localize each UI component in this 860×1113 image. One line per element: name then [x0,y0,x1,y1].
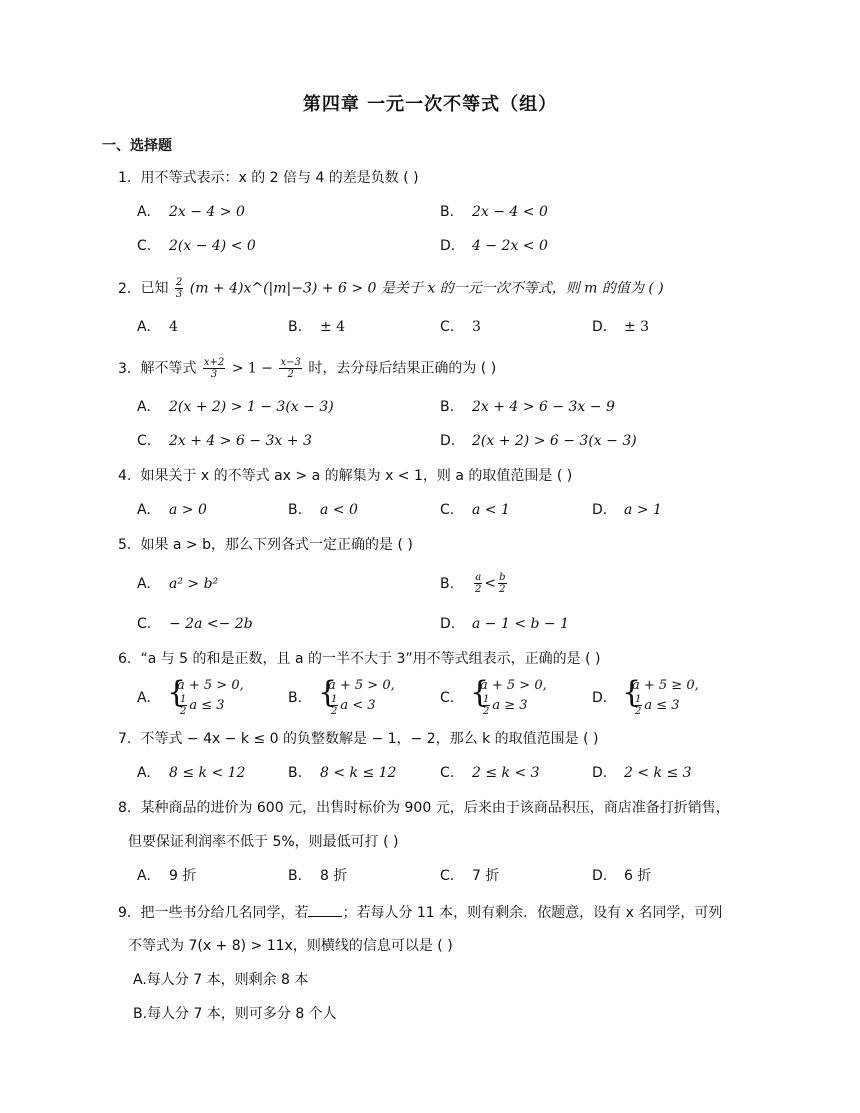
option-d[interactable]: D. 2(x + 2) > 6 − 3(x − 3) [440,433,637,449]
option-b[interactable]: B.每人分 7 本，则可多分 8 个人 [133,1006,337,1022]
option-b[interactable]: B. 8 < k ≤ 12 [288,765,397,781]
option-d[interactable]: D. a > 1 [592,502,662,518]
fraction: $\frac{2}{3}$ [175,277,183,300]
option-a[interactable]: A. 9 折 [137,868,197,884]
option-a[interactable]: A. 2x − 4 > 0 [137,204,245,220]
option-d[interactable]: D. 2 < k ≤ 3 [592,765,692,781]
question-9-line-2: 不等式为 7(x + 8) > 11x，则横线的信息可以是 ( ) [128,938,453,954]
option-b[interactable]: B.{ a + 5 > 0, $\frac{1}{2}$ a < 3 [288,678,395,717]
question-8-line-2: 但要保证利润率不低于 5%，则最低可打 ( ) [128,834,399,850]
option-c[interactable]: C. 7 折 [440,868,500,884]
option-d[interactable]: D. 6 折 [592,868,652,884]
option-c[interactable]: C. 2(x − 4) < 0 [137,238,256,254]
option-c[interactable]: C. a < 1 [440,502,510,518]
option-c[interactable]: C. 3 [440,319,481,335]
question-6: 6. “a 与 5 的和是正数，且 a 的一半不大于 3”用不等式组表示，正确的是 ( ) [118,651,601,667]
option-b[interactable]: B. ± 4 [288,319,346,335]
question-4: 4. 如果关于 x 的不等式 ax > a 的解集为 x < 1，则 a 的取值范围是 ( ) [118,468,573,484]
question-8: 8. 某种商品的进价为 600 元，出售时标价为 900 元，后来由于该商品积压，商店准备打折销售， [118,800,730,816]
option-c[interactable]: C. 2 ≤ k < 3 [440,765,540,781]
page-title: 第四章 一元一次不等式（组） [302,94,558,115]
question-text: 用不等式表示：x 的 2 倍与 4 的差是负数 ( ) [140,170,419,186]
option-a[interactable]: A. a > 0 [137,502,207,518]
question-number: 1. [118,170,132,186]
question-9: 9. 把一些书分给几名同学，若 ；若每人分 11 本，则有剩余．依题意，设有 x 名同学，可列 [118,902,722,923]
option-b[interactable]: B. a < 0 [288,502,358,518]
question-3: 3. 解不等式 $\frac{x+2}{3}$ > 1 − $\frac{x-3}{2}$ 时，去分母后结果正确的为 ( ) [118,357,497,380]
option-b[interactable]: B. $\frac{a}{2}$ < $\frac{b}{2}$ [440,572,506,595]
fill-blank [308,902,342,917]
option-c[interactable]: C. − 2a <− 2b [137,616,253,632]
option-b[interactable]: B. 2x + 4 > 6 − 3x − 9 [440,399,615,415]
option-c[interactable]: C. 2x + 4 > 6 − 3x + 3 [137,433,312,449]
option-a[interactable]: A. 2(x + 2) > 1 − 3(x − 3) [137,399,334,415]
question-1 [118,168,419,188]
option-d[interactable]: D. ± 3 [592,319,650,335]
option-b[interactable]: B. 8 折 [288,868,348,884]
option-b[interactable]: B. 2x − 4 < 0 [440,204,548,220]
question-5: 5. 如果 a > b，那么下列各式一定正确的是 ( ) [118,537,413,553]
section-heading: 一、选择题 [102,138,172,154]
fraction: $\frac{x-3}{2}$ [280,357,301,380]
option-d[interactable]: D. 4 − 2x < 0 [440,238,548,254]
option-a[interactable]: A.{ a + 5 > 0, $\frac{1}{2}$ a ≤ 3 [137,678,244,717]
option-d[interactable]: D. a − 1 < b − 1 [440,616,570,632]
question-2: 2. 已知 $\frac{2}{3}$ (m + 4)x^(|m|−3) + 6 > 0 是关于 x 的一元一次不等式，则 m 的值为 ( ) [118,277,664,300]
option-d[interactable]: D.{ a + 5 ≥ 0, $\frac{1}{2}$ a ≤ 3 [592,678,699,717]
option-a[interactable]: A.每人分 7 本，则剩余 8 本 [133,972,309,988]
option-c[interactable]: C.{ a + 5 > 0, $\frac{1}{2}$ a ≥ 3 [440,678,547,717]
fraction: $\frac{x+2}{3}$ [203,357,225,380]
option-a[interactable]: A. 8 ≤ k < 12 [137,765,246,781]
option-a[interactable]: A. a² > b² [137,576,219,592]
question-7: 7. 不等式 − 4x − k ≤ 0 的负整数解是 − 1，− 2，那么 k 的取值范围是 ( ) [118,731,599,747]
option-a[interactable]: A. 4 [137,319,178,335]
